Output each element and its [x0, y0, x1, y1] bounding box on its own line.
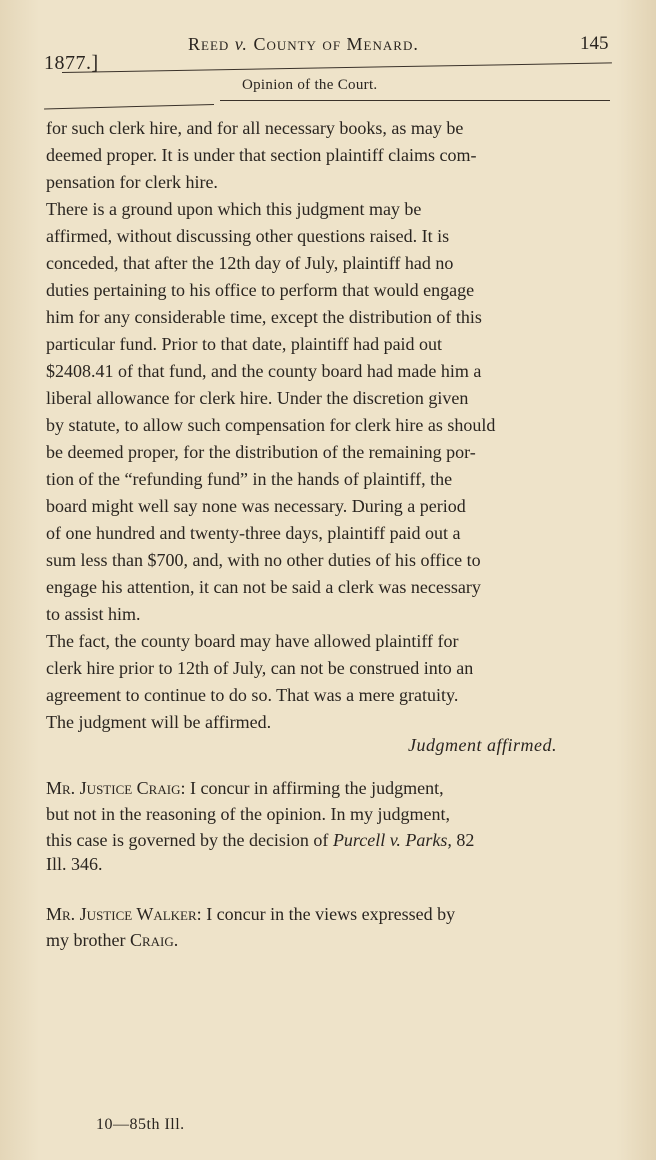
- body-line: for such clerk hire, and for all necessary books, as may be: [46, 118, 464, 138]
- body-line: conceded, that after the 12th day of July, plaintiff had no: [46, 253, 454, 273]
- running-title-versus: v.: [234, 34, 248, 54]
- case-versus: v.: [385, 830, 406, 850]
- header-year: 1877.]: [44, 52, 99, 74]
- craig-line-2: but not in the reasoning of the opinion. In my judgment,: [46, 804, 450, 824]
- body-line: clerk hire prior to 12th of July, can not be construed into an: [46, 658, 474, 678]
- body-line: by statute, to allow such compensation for clerk hire as should: [46, 415, 496, 435]
- case-name-b: Parks,: [405, 830, 452, 850]
- body-line: The judgment will be affirmed.: [46, 712, 272, 732]
- header-rule: [62, 62, 612, 73]
- body-line: pensation for clerk hire.: [46, 172, 218, 192]
- craig-line-3: [46, 830, 474, 851]
- craig-text-1: I concur in affirming the judgment,: [185, 778, 444, 798]
- body-line: duties pertaining to his office to perform that would engage: [46, 280, 475, 300]
- walker-line-1: [46, 904, 455, 925]
- walker-text-2: my brother: [46, 930, 130, 950]
- page-number: 145: [580, 33, 609, 54]
- body-line: of one hundred and twenty-three days, plaintiff paid out a: [46, 523, 461, 543]
- section-subheader: Opinion of the Court.: [242, 77, 378, 93]
- body-line: be deemed proper, for the distribution of the remaining por-: [46, 442, 476, 462]
- walker-brother-name: Craig.: [129, 930, 179, 950]
- craig-text-3: this case is governed by the decision of: [46, 830, 333, 850]
- body-line: particular fund. Prior to that date, plaintiff had paid out: [46, 334, 443, 354]
- body-line: $2408.41 of that fund, and the county board had made him a: [46, 361, 482, 381]
- body-line: to assist him.: [46, 604, 141, 624]
- running-title: [188, 34, 419, 55]
- craig-line-1: [46, 778, 444, 799]
- craig-justice-title: Mr. Justice Craig:: [46, 778, 186, 798]
- subheader-rule-right: [220, 100, 610, 101]
- body-line: There is a ground upon which this judgment may be: [46, 199, 422, 219]
- running-title-plaintiff: Reed: [188, 34, 230, 54]
- running-title-defendant: County of Menard.: [253, 34, 419, 54]
- body-line: agreement to continue to do so. That was a mere gratuity.: [46, 685, 459, 705]
- body-line: board might well say none was necessary. During a period: [46, 496, 466, 516]
- walker-text-1: I concur in the views expressed by: [201, 904, 456, 924]
- subheader-rule-left: [44, 104, 214, 109]
- craig-line-4: Ill. 346.: [46, 854, 103, 874]
- case-name-a: Purcell: [332, 830, 386, 850]
- body-line: him for any considerable time, except the distribution of this: [46, 307, 482, 327]
- body-line: The fact, the county board may have allowed plaintiff for: [46, 631, 459, 651]
- body-line: liberal allowance for clerk hire. Under the discretion given: [46, 388, 469, 408]
- walker-justice-title: Mr. Justice Walker:: [46, 904, 202, 924]
- case-volume: 82: [451, 830, 475, 850]
- body-line: tion of the “refunding fund” in the hands of plaintiff, the: [46, 469, 453, 489]
- body-line: sum less than $700, and, with no other duties of his office to: [46, 550, 481, 570]
- signature-mark: 10—85th Ill.: [96, 1116, 185, 1133]
- walker-line-2: [46, 930, 178, 951]
- body-line: engage his attention, it can not be said a clerk was necessary: [46, 577, 481, 597]
- body-line: deemed proper. It is under that section plaintiff claims com-: [46, 145, 477, 165]
- judgment-line: Judgment affirmed.: [408, 735, 557, 755]
- body-line: affirmed, without discussing other questions raised. It is: [46, 226, 450, 246]
